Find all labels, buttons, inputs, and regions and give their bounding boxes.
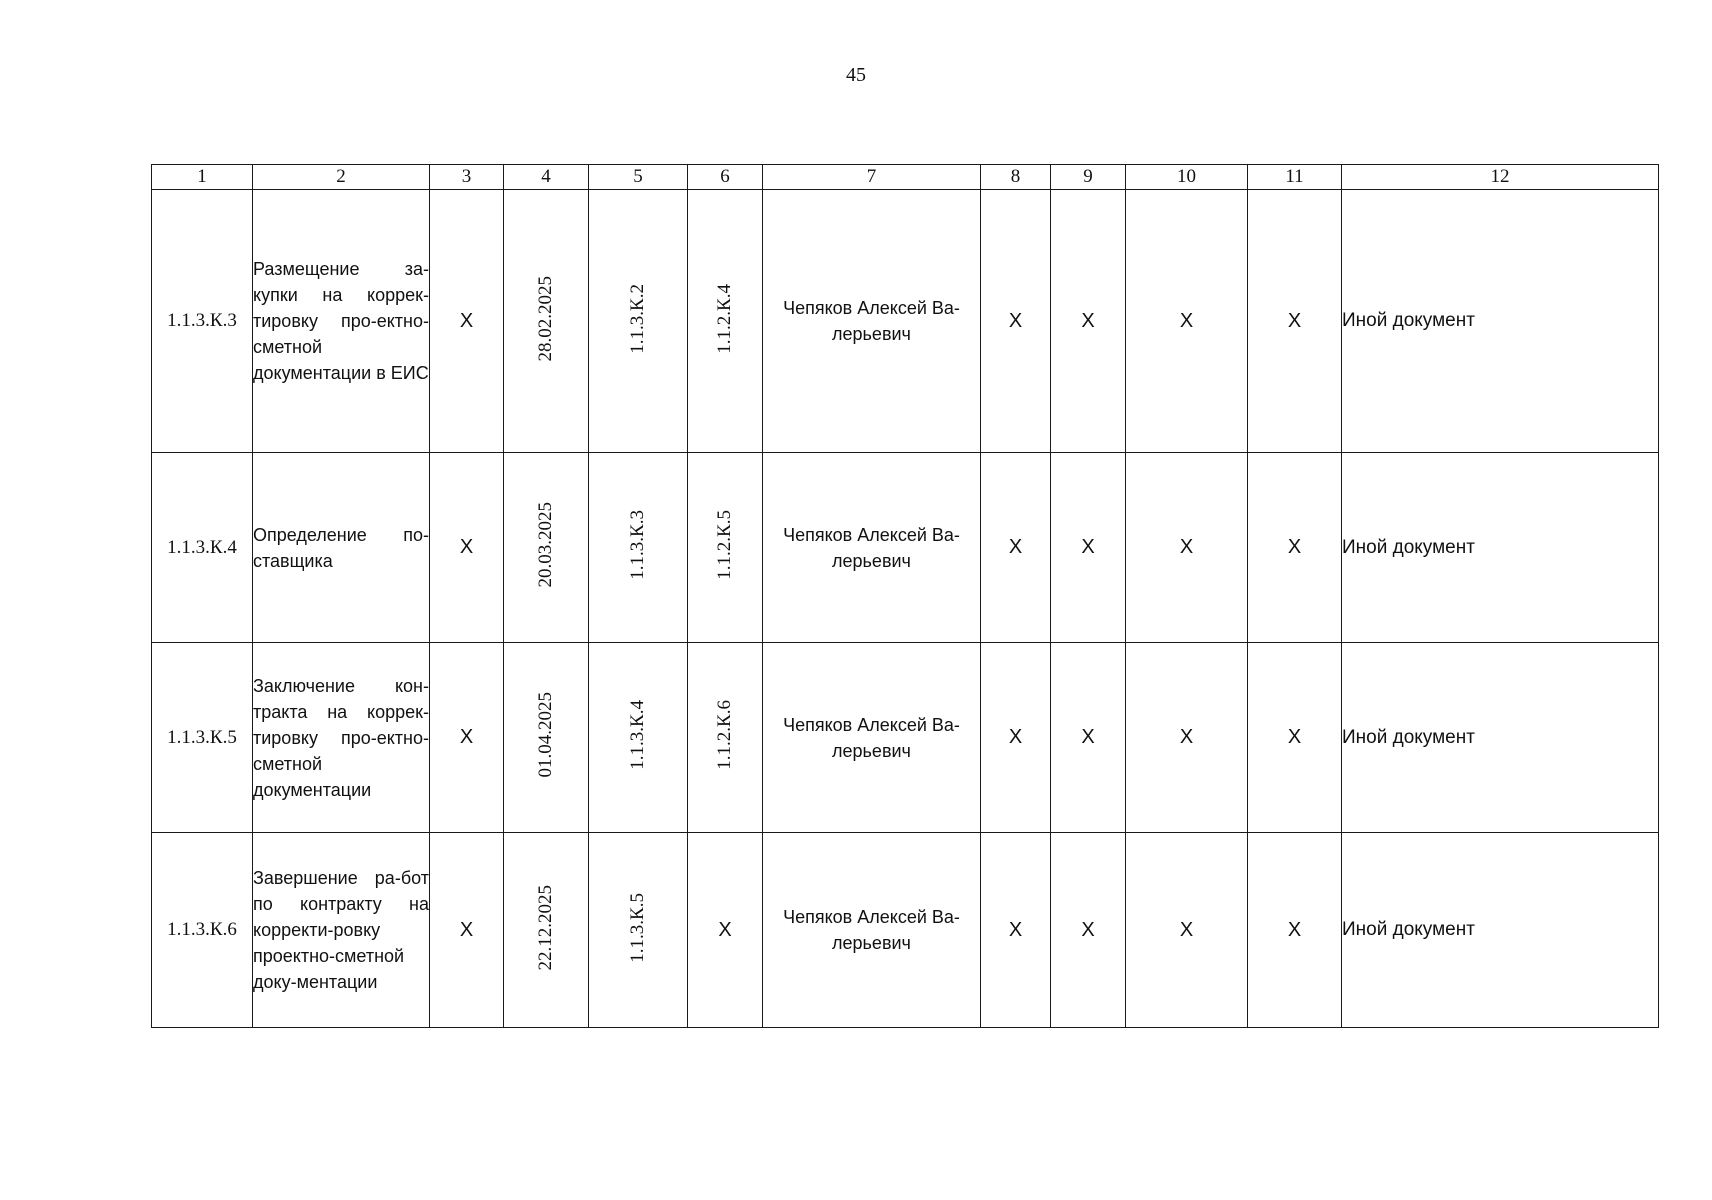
date-text: 28.02.2025 [535,275,556,362]
successor-text: 1.1.2.К.5 [714,510,735,580]
row-document: Иной документ [1342,643,1659,833]
cell-col11: X [1248,833,1342,1028]
cell-date [504,833,589,1028]
cell-col11: X [1248,453,1342,643]
row-description: Определение по-ставщика [253,453,430,643]
cell-col8: X [981,453,1051,643]
row-responsible: Чепяков Алексей Ва-лерьевич [763,643,981,833]
column-number: 1 [152,165,253,190]
column-number: 10 [1126,165,1248,190]
cell-date [504,453,589,643]
cell-col9: X [1051,643,1126,833]
column-number: 2 [253,165,430,190]
cell-col3: X [430,833,504,1028]
column-number: 3 [430,165,504,190]
row-code: 1.1.3.К.4 [152,453,253,643]
cell-predecessor [589,643,688,833]
cell-successor [688,190,763,453]
row-document: Иной документ [1342,833,1659,1028]
table-row [152,190,1659,453]
cell-col8: X [981,190,1051,453]
row-description: Размещение за-купки на коррек-тировку про-ектно-сметной документации в ЕИС [253,190,430,453]
predecessor-text: 1.1.3.К.3 [627,510,648,580]
column-number: 8 [981,165,1051,190]
cell-predecessor [589,833,688,1028]
row-responsible: Чепяков Алексей Ва-лерьевич [763,833,981,1028]
row-responsible: Чепяков Алексей Ва-лерьевич [763,190,981,453]
cell-date [504,190,589,453]
date-text: 20.03.2025 [535,502,556,588]
successor-text: 1.1.2.К.4 [714,283,735,354]
cell-col8: X [981,833,1051,1028]
cell-predecessor [589,453,688,643]
cell-col11: X [1248,190,1342,453]
cell-col11: X [1248,643,1342,833]
date-text: 01.04.2025 [535,692,556,778]
column-number-row [152,165,1659,190]
table-row [152,833,1659,1028]
page-number: 45 [846,64,866,86]
successor-text: 1.1.2.К.6 [714,700,735,770]
predecessor-text: 1.1.3.К.4 [627,700,648,770]
plan-table [151,164,1659,1028]
row-description: Завершение ра-бот по контракту на корректи-ровку проектно-сметной доку-ментации [253,833,430,1028]
row-responsible: Чепяков Алексей Ва-лерьевич [763,453,981,643]
row-code: 1.1.3.К.6 [152,833,253,1028]
column-number: 11 [1248,165,1342,190]
row-document: Иной документ [1342,453,1659,643]
table-row [152,453,1659,643]
cell-predecessor [589,190,688,453]
row-document: Иной документ [1342,190,1659,453]
cell-col10: X [1126,453,1248,643]
cell-col10: X [1126,190,1248,453]
column-number: 4 [504,165,589,190]
cell-col3: X [430,643,504,833]
table-row [152,643,1659,833]
cell-col8: X [981,643,1051,833]
column-number: 7 [763,165,981,190]
predecessor-text: 1.1.3.К.5 [627,892,648,963]
cell-col9: X [1051,453,1126,643]
cell-date [504,643,589,833]
column-number: 5 [589,165,688,190]
column-number: 9 [1051,165,1126,190]
cell-col10: X [1126,643,1248,833]
cell-col9: X [1051,833,1126,1028]
cell-col10: X [1126,833,1248,1028]
row-description: Заключение кон-тракта на коррек-тировку про-ектно-сметной документации [253,643,430,833]
cell-col9: X [1051,190,1126,453]
date-text: 22.12.2025 [535,884,556,971]
column-number: 6 [688,165,763,190]
predecessor-text: 1.1.3.К.2 [627,283,648,354]
column-number: 12 [1342,165,1659,190]
cell-col3: X [430,453,504,643]
row-code: 1.1.3.К.3 [152,190,253,453]
row-code: 1.1.3.К.5 [152,643,253,833]
cell-successor [688,643,763,833]
cell-col3: X [430,190,504,453]
cell-successor [688,453,763,643]
cell-successor: X [688,833,763,1028]
